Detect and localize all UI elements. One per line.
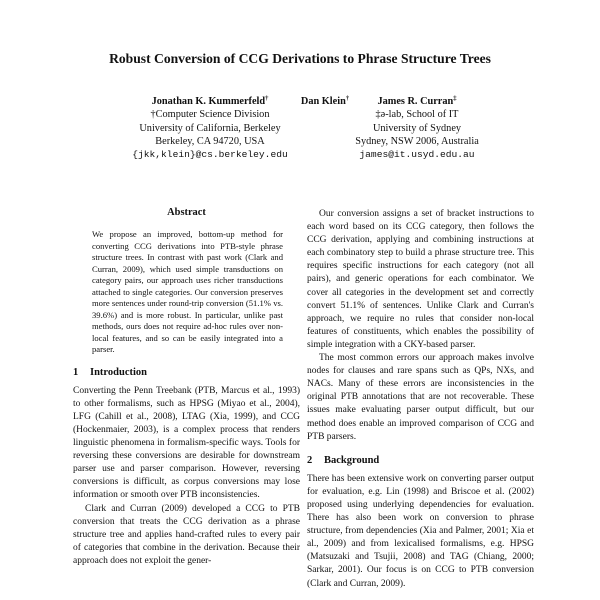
author-3 <box>330 92 504 161</box>
background-paragraph-1: There has been extensive work on converting parser output for evaluation, e.g. Lin (1998) and Briscoe et al. (2002) proposed using underlying dependencies for evaluation. There has also been work on conversion to phrase structure, from dependencies (Xia and Palmer, 2001; Xia et al., 2009) and from lexicalised formalisms, e.g. HPSG (Matsuzaki and Tsujii, 2008) and TAG (Chiang, 2000; Sarkar, 2001). Our focus is on CCG to PTB conversion (Clark and Curran, 2009). <box>307 473 534 589</box>
author-1-mark: † <box>265 95 269 102</box>
right-column <box>307 208 534 591</box>
author-3-name: James R. Curran <box>377 96 454 107</box>
abstract-text: We propose an improved, bottom-up method for converting CCG derivations into PTB-style phrase structure trees. In contrast with past work (Clark and Curran, 2009), which used simple transductions on category pairs, our approach uses richer transductions attached to single categories. Our conversion preserves more sentences under round-trip conversion (51.1% vs. 39.6%) and is more robust. In particular, unlike past methods, ours does not require ad-hoc rules over non-local features, and so can be easily integrated into a parser. <box>92 229 283 355</box>
author-1 <box>122 92 298 161</box>
author-1-affil-2: University of California, Berkeley <box>139 122 281 134</box>
intro-paragraph-2: Clark and Curran (2009) developed a CCG to PTB conversion that treats the CCG derivation as a phrase structure tree and applies hand-crafted rules to every pair of categories that combine in the derivation. Because their approach does not exploit the gener- <box>73 503 300 566</box>
author-2-mark: † <box>345 95 350 102</box>
left-column <box>73 206 300 568</box>
section-title: Introduction <box>90 366 147 378</box>
author-1-affil-3: Berkeley, CA 94720, USA <box>155 135 265 147</box>
section-heading <box>73 366 300 379</box>
intro-paragraph-4: The most common errors our approach makes involve nodes for clauses and rare spans such as QPs, NXs, and NACs. Many of these errors are inconsistencies in the original PTB annotations that are not recoverable. These issues make evaluating parser output difficult, but our method does enable an improved comparison of CCG and PTB parsers. <box>307 353 534 442</box>
author-1-name: Jonathan K. Kummerfeld <box>151 96 266 107</box>
section-number: 1 <box>73 366 79 378</box>
author-1-email[interactable]: {jkk,klein}@cs.berkeley.edu <box>132 149 288 161</box>
abstract-body <box>73 229 300 356</box>
intro-paragraph-1: Converting the Penn Treebank (PTB, Marcus et al., 1993) to other formalisms, such as HPSG (Miyao et al., 2004), LFG (Cahill et al., 2008), LTAG (Xia, 1999), and CCG (Hockenmaier, 2003), is a complex process that renders linguistic phenomena in formalism-specific ways. Tools for reversing these conversions are desirable for downstream parser use and parser comparison. However, reversing conversions is difficult, as corpus conversions may lose information or smooth over PTB inconsistencies. <box>73 385 300 501</box>
section-heading <box>307 454 534 467</box>
author-3-affil-2: University of Sydney <box>372 122 462 134</box>
author-3-affil-3: Sydney, NSW 2006, Australia <box>355 135 479 147</box>
author-3-email[interactable]: james@it.usyd.edu.au <box>359 149 475 161</box>
intro-paragraph-3: Our conversion assigns a set of bracket instructions to each word based on its CCG category, then follows the CCG derivation, applying and combining instructions at each combinatory step to build a phrase structure tree. This requires specific instructions for each category (not all pairs), and generic operations for each combinator. We cover all categories in the development set and correctly convert 51.1% of sentences. Unlike Clark and Curran's approach, we require no rules that consider non-local features of constituents, which enables the possibility of simple integration with a CKY-based parser. <box>307 209 534 350</box>
author-3-mark: ‡ <box>453 95 457 102</box>
author-2-name: Dan Klein <box>300 96 346 107</box>
abstract-heading: Abstract <box>167 207 206 218</box>
section-title: Background <box>324 454 380 466</box>
author-1-affil-1: †Computer Science Division <box>150 109 270 121</box>
paper-title: Robust Conversion of CCG Derivations to Phrase Structure Trees <box>109 51 491 66</box>
author-3-affil-1: ‡ə-lab, School of IT <box>375 109 459 121</box>
section-number: 2 <box>307 454 313 466</box>
author-block <box>0 92 600 182</box>
